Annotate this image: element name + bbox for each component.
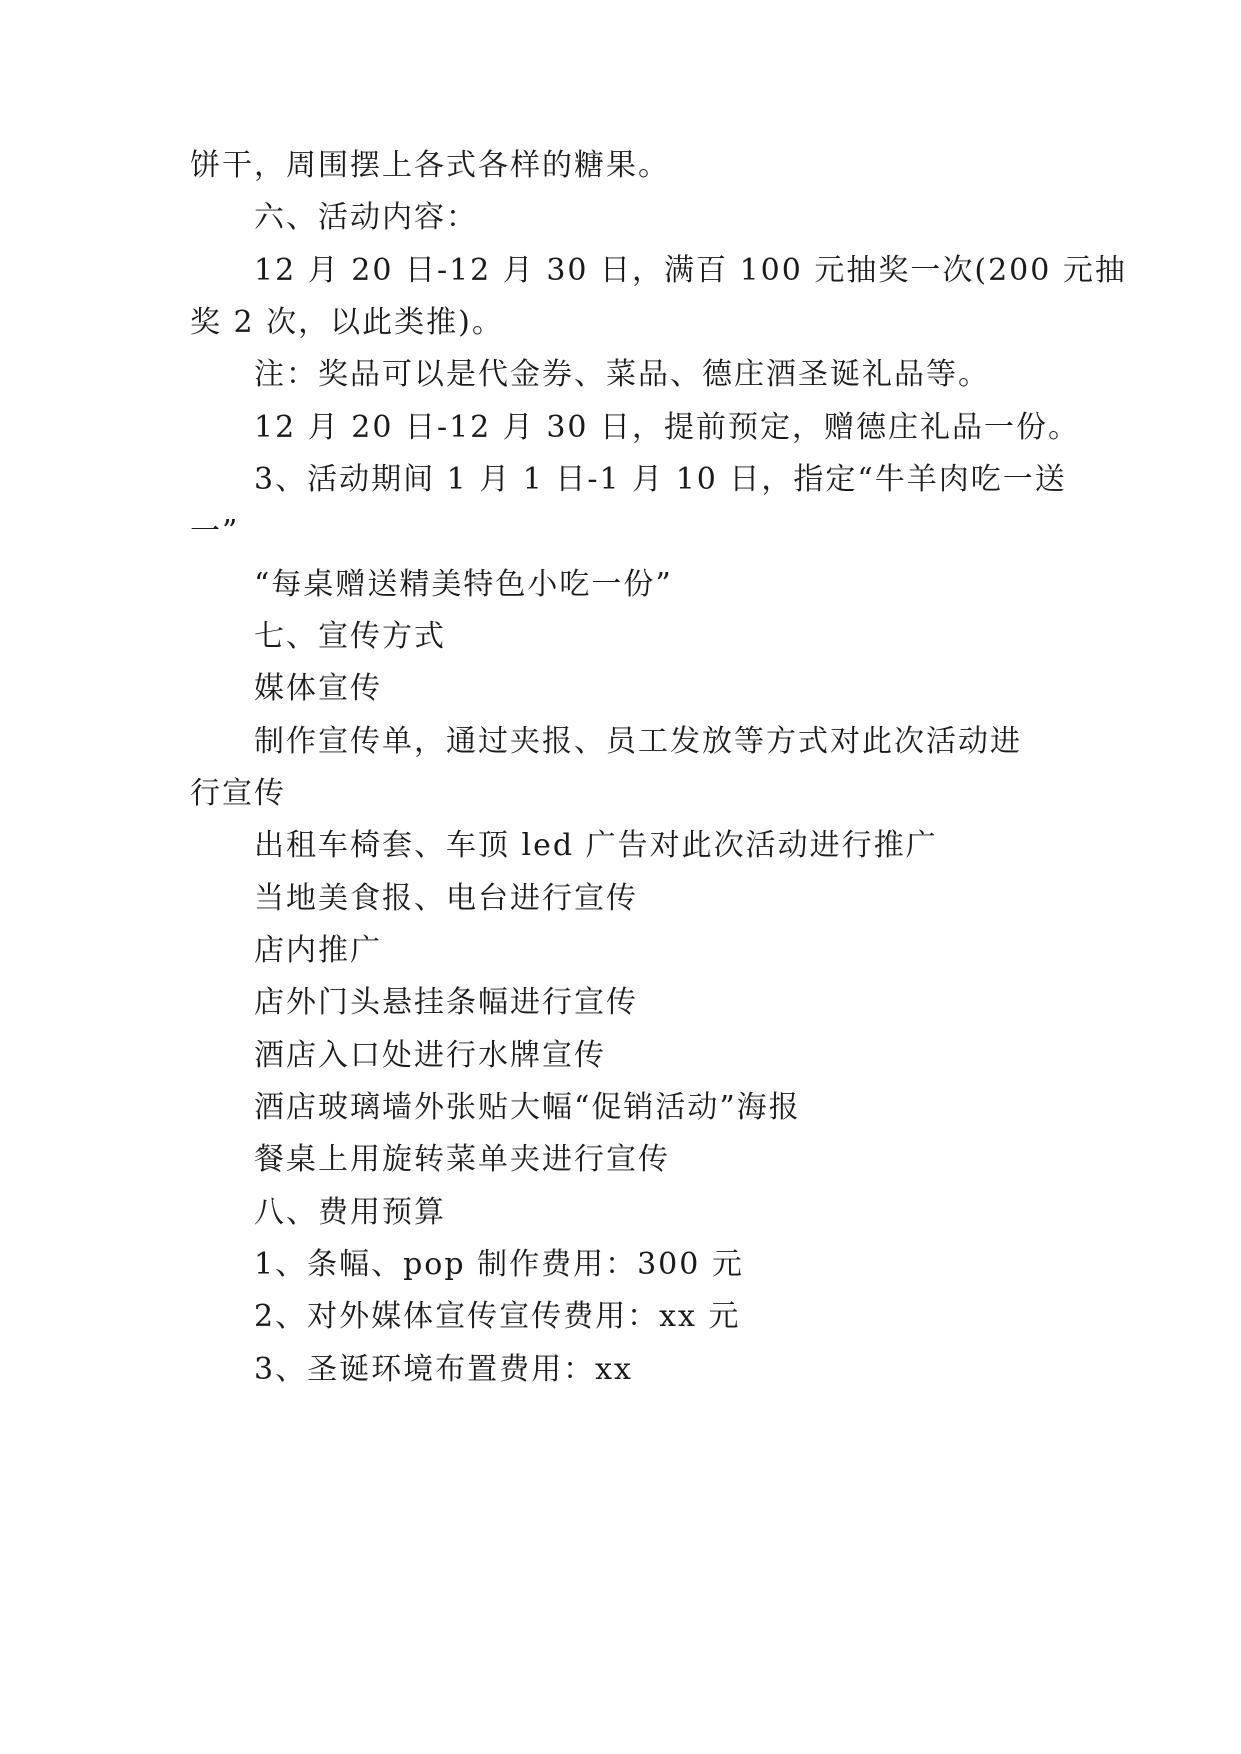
paragraph-line: 奖 2 次，以此类推)。 bbox=[190, 305, 504, 340]
paragraph-line: 12 月 20 日-12 月 30 日，提前预定，赠德庄礼品一份。 bbox=[254, 410, 1081, 445]
paragraph-line: 一” bbox=[190, 514, 240, 549]
paragraph-line: 12 月 20 日-12 月 30 日，满百 100 元抽奖一次(200 元抽 bbox=[254, 253, 1127, 288]
subheading: 媒体宣传 bbox=[254, 671, 382, 706]
paragraph-line: 店外门头悬挂条幅进行宣传 bbox=[254, 985, 638, 1020]
section-heading: 七、宣传方式 bbox=[254, 619, 446, 654]
budget-item: 3、圣诞环境布置费用：xx bbox=[254, 1352, 633, 1387]
subheading: 店内推广 bbox=[254, 933, 382, 968]
paragraph-line: 出租车椅套、车顶 led 广告对此次活动进行推广 bbox=[254, 828, 938, 863]
paragraph-line: 注：奖品可以是代金券、菜品、德庄酒圣诞礼品等。 bbox=[254, 357, 990, 392]
paragraph-line: 餐桌上用旋转菜单夹进行宣传 bbox=[254, 1142, 670, 1177]
paragraph-line: 当地美食报、电台进行宣传 bbox=[254, 881, 638, 916]
paragraph-line: 行宣传 bbox=[190, 776, 286, 811]
paragraph-line: 酒店入口处进行水牌宣传 bbox=[254, 1038, 606, 1073]
paragraph-line: “每桌赠送精美特色小吃一份” bbox=[254, 567, 673, 602]
paragraph-line: 制作宣传单，通过夹报、员工发放等方式对此次活动进 bbox=[254, 724, 1022, 759]
budget-item: 1、条幅、pop 制作费用：300 元 bbox=[254, 1247, 744, 1282]
paragraph-line: 酒店玻璃墙外张贴大幅“促销活动”海报 bbox=[254, 1090, 801, 1125]
budget-item: 2、对外媒体宣传宣传费用：xx 元 bbox=[254, 1299, 741, 1334]
paragraph-line: 3、活动期间 1 月 1 日-1 月 10 日，指定“牛羊肉吃一送 bbox=[254, 462, 1067, 497]
section-heading: 六、活动内容： bbox=[254, 200, 478, 235]
paragraph-line: 饼干，周围摆上各式各样的糖果。 bbox=[190, 148, 670, 183]
section-heading: 八、费用预算 bbox=[254, 1195, 446, 1230]
